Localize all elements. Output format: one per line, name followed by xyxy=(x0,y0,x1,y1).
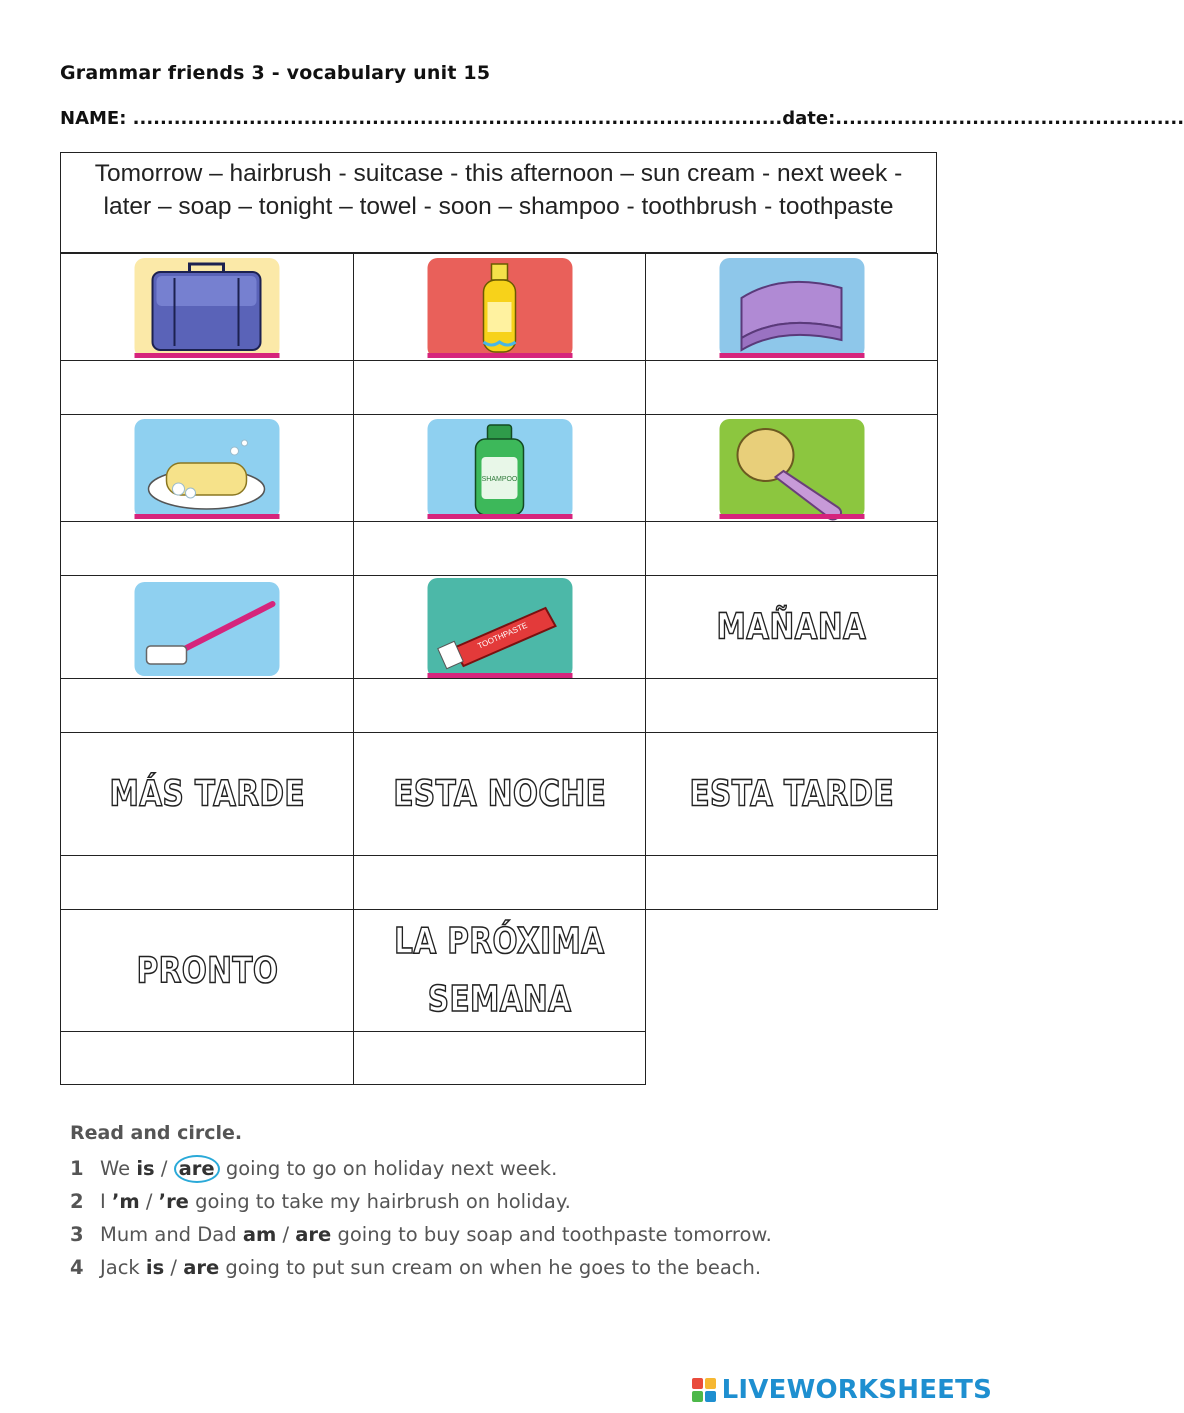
toothpaste-icon xyxy=(427,578,572,678)
picture-cell-shampoo xyxy=(353,414,646,522)
answer-box[interactable] xyxy=(645,521,938,576)
exercise-item: 1 We is / are going to go on holiday next week. xyxy=(70,1152,772,1185)
picture-cell-soap xyxy=(60,414,354,522)
worksheet-title: Grammar friends 3 - vocabulary unit 15 xyxy=(60,62,491,84)
answer-box[interactable] xyxy=(645,855,938,910)
name-date-line: NAME: ...............................................................................................date:................................................... xyxy=(60,108,1184,129)
exercise-item: 3 Mum and Dad am / are going to buy soap and toothpaste tomorrow. xyxy=(70,1223,772,1246)
toothpaste-label: TOOTHPASTE xyxy=(475,620,529,651)
word-cell-esta-noche xyxy=(353,732,646,856)
option-1[interactable]: is xyxy=(145,1256,165,1279)
option-2[interactable]: ’re xyxy=(158,1190,189,1213)
brand-text: LIVEWORKSHEETS xyxy=(721,1375,992,1405)
picture-cell-hairbrush xyxy=(645,414,938,522)
answer-box[interactable] xyxy=(353,678,646,733)
spanish-word: MAÑANA xyxy=(716,606,867,648)
spanish-word: MÁS TARDE xyxy=(109,773,305,815)
answer-box[interactable] xyxy=(645,360,938,415)
answer-box[interactable] xyxy=(60,360,354,415)
toothbrush-icon xyxy=(135,582,280,676)
sun-cream-icon xyxy=(427,258,572,358)
liveworksheets-logo xyxy=(692,1375,992,1405)
spanish-word: PRONTO xyxy=(136,950,278,991)
exercise-item: 2 I ’m / ’re going to take my hairbrush on holiday. xyxy=(70,1190,571,1213)
picture-cell-sun-cream xyxy=(353,253,646,361)
option-1[interactable]: is xyxy=(136,1157,155,1180)
word-bank: Tomorrow – hairbrush - suitcase - this afternoon – sun cream - next week - later – soap – tonight – towel - soon – shampoo - toothbrush - toothpaste xyxy=(60,152,937,253)
picture-cell-toothpaste xyxy=(353,575,646,679)
answer-box[interactable] xyxy=(353,360,646,415)
spanish-word-line1: LA PRÓXIMA xyxy=(394,920,605,962)
word-cell-pronto xyxy=(60,909,354,1032)
word-cell-mas-tarde xyxy=(60,732,354,856)
shampoo-icon xyxy=(427,419,572,519)
picture-cell-towel xyxy=(645,253,938,361)
spanish-word: ESTA NOCHE xyxy=(393,773,606,815)
answer-box[interactable] xyxy=(353,855,646,910)
word-cell-la-proxima-semana xyxy=(353,909,646,1032)
answer-box[interactable] xyxy=(60,678,354,733)
picture-cell-suitcase xyxy=(60,253,354,361)
spanish-word: ESTA TARDE xyxy=(689,773,894,815)
suitcase-icon xyxy=(135,258,280,358)
option-2[interactable]: are xyxy=(295,1223,332,1246)
spanish-word-line2: SEMANA xyxy=(427,978,572,1020)
word-cell-manana xyxy=(645,575,938,679)
option-2-circled[interactable]: are xyxy=(174,1155,220,1183)
exercise-item: 4 Jack is / are going to put sun cream on when he goes to the beach. xyxy=(70,1256,762,1279)
option-2[interactable]: are xyxy=(183,1256,220,1279)
read-and-circle-exercise xyxy=(70,1122,772,1284)
answer-box[interactable] xyxy=(353,1031,646,1085)
answer-box[interactable] xyxy=(60,855,354,910)
towel-icon xyxy=(719,258,864,358)
option-1[interactable]: am xyxy=(242,1223,277,1246)
answer-box[interactable] xyxy=(60,1031,354,1085)
shampoo-label: SHAMPOO xyxy=(481,476,517,483)
option-1[interactable]: ’m xyxy=(111,1190,140,1213)
exercise-title: Read and circle. xyxy=(70,1122,243,1144)
hairbrush-icon xyxy=(719,419,864,519)
picture-cell-toothbrush xyxy=(60,575,354,679)
word-cell-esta-tarde xyxy=(645,732,938,856)
answer-box[interactable] xyxy=(60,521,354,576)
logo-mark-icon xyxy=(692,1378,716,1402)
answer-box[interactable] xyxy=(645,678,938,733)
soap-icon xyxy=(135,419,280,519)
answer-box[interactable] xyxy=(353,521,646,576)
